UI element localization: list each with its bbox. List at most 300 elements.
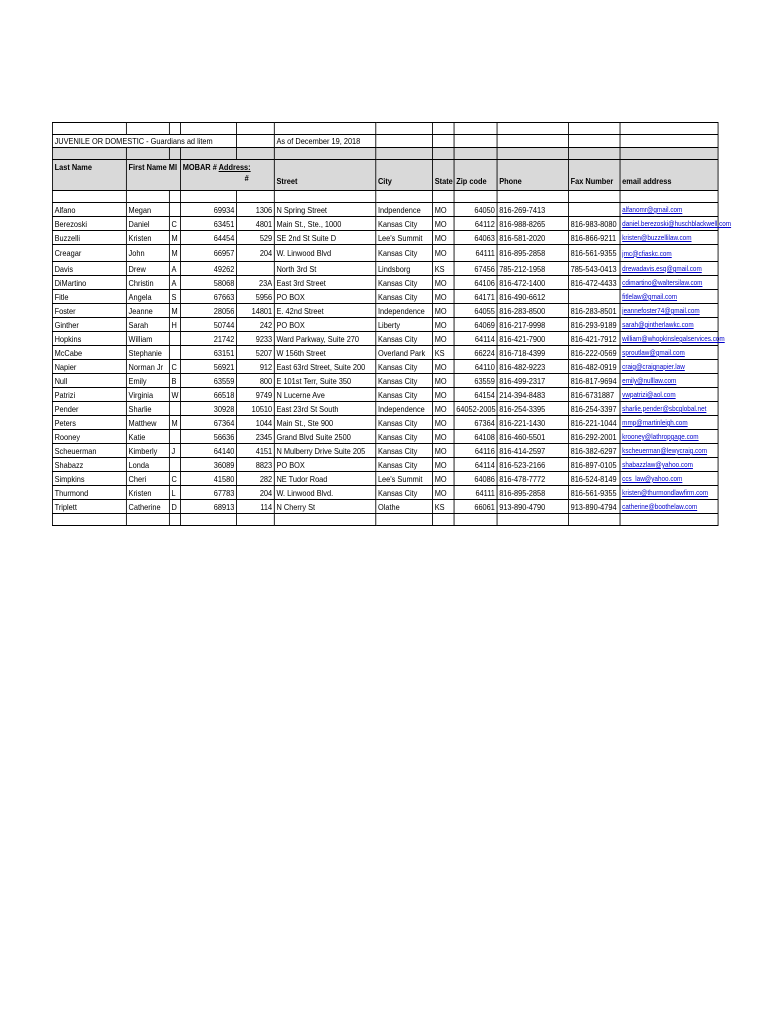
cell-fax: 816-382-6297 xyxy=(568,444,620,458)
cell-street-number: 800 xyxy=(236,374,274,388)
cell-email xyxy=(620,262,718,276)
cell-street-number: 204 xyxy=(236,486,274,500)
cell-email xyxy=(620,402,718,416)
cell-city: Kansas City xyxy=(376,444,433,458)
cell-zip: 64114 xyxy=(454,458,497,472)
cell-street: East 3rd Street xyxy=(274,276,375,290)
table-row xyxy=(52,304,718,318)
email-link[interactable]: sharlie.pender@sbcglobal.net xyxy=(622,404,707,413)
cell-mi: J xyxy=(169,444,180,458)
cell-last-name: Creagar xyxy=(52,245,126,262)
cell-street-number: 204 xyxy=(236,245,274,262)
cell-city: Kansas City xyxy=(376,430,433,444)
cell-mobar: 63559 xyxy=(181,374,237,388)
cell-fax: 816-524-8149 xyxy=(568,472,620,486)
cell-fax: 816-6731887 xyxy=(568,388,620,402)
cell-street: East 63rd Street, Suite 200 xyxy=(274,360,375,374)
email-link[interactable]: kscheuerman@lewycraig.com xyxy=(622,446,708,455)
cell-zip: 64063 xyxy=(454,231,497,245)
cell-street-number xyxy=(236,262,274,276)
cell-mobar: 67364 xyxy=(181,416,237,430)
cell-phone: 816-988-8265 xyxy=(497,217,568,231)
cell-street: W. Linwood Blvd. xyxy=(274,486,375,500)
cell-mi: A xyxy=(169,262,180,276)
col-header-phone: Phone xyxy=(497,160,568,191)
cell-mi xyxy=(169,402,180,416)
cell-fax: 816-292-2001 xyxy=(568,430,620,444)
cell-last-name: Thurmond xyxy=(52,486,126,500)
cell-last-name: Ginther xyxy=(52,318,126,332)
cell-mi: M xyxy=(169,416,180,430)
cell-fax xyxy=(568,290,620,304)
cell-zip: 64050 xyxy=(454,203,497,217)
cell-street: East 23rd St South xyxy=(274,402,375,416)
cell-email xyxy=(620,388,718,402)
cell-mi: B xyxy=(169,374,180,388)
cell-mi: M xyxy=(169,231,180,245)
cell-zip: 64114 xyxy=(454,332,497,346)
cell-first-name: Angela xyxy=(126,290,169,304)
cell-first-name: Kristen xyxy=(126,486,169,500)
cell-first-name: Drew xyxy=(126,262,169,276)
email-link[interactable]: kristen@buzzellilaw.com xyxy=(622,233,692,242)
cell-last-name: Buzzelli xyxy=(52,231,126,245)
cell-first-name: Matthew xyxy=(126,416,169,430)
cell-state: MO xyxy=(433,374,455,388)
col-header-city: City xyxy=(376,160,433,191)
cell-mi: C xyxy=(169,360,180,374)
cell-zip: 64055 xyxy=(454,304,497,318)
cell-street-number: 9749 xyxy=(236,388,274,402)
cell-mobar: 56921 xyxy=(181,360,237,374)
table-row xyxy=(52,500,718,514)
cell-fax: 816-421-7912 xyxy=(568,332,620,346)
cell-email xyxy=(620,360,718,374)
blank-row xyxy=(52,148,718,160)
cell-mi: C xyxy=(169,472,180,486)
cell-zip: 63559 xyxy=(454,374,497,388)
cell-city: Indpendence xyxy=(376,203,433,217)
cell-phone: 816-482-9223 xyxy=(497,360,568,374)
cell-street-number: 1306 xyxy=(236,203,274,217)
table-row xyxy=(52,217,718,231)
cell-state: KS xyxy=(433,500,455,514)
cell-mi: H xyxy=(169,318,180,332)
cell-last-name: DiMartino xyxy=(52,276,126,290)
cell-city: Independence xyxy=(376,402,433,416)
table-row xyxy=(52,245,718,262)
cell-city: Kansas City xyxy=(376,486,433,500)
email-link[interactable]: drewadavis.esq@gmail.com xyxy=(622,264,702,273)
cell-street-number: 529 xyxy=(236,231,274,245)
table-row xyxy=(52,360,718,374)
email-link[interactable]: william@whopkinslegalservices.com xyxy=(622,334,725,343)
cell-mi xyxy=(169,458,180,472)
cell-state: MO xyxy=(433,388,455,402)
cell-mobar: 50744 xyxy=(181,318,237,332)
cell-state: KS xyxy=(433,262,455,276)
cell-street-number: 114 xyxy=(236,500,274,514)
cell-city: Kansas City xyxy=(376,458,433,472)
cell-mi: S xyxy=(169,290,180,304)
cell-phone: 913-890-4790 xyxy=(497,500,568,514)
email-link[interactable]: kristen@thurmondlawfirm.com xyxy=(622,488,709,497)
cell-last-name: Simpkins xyxy=(52,472,126,486)
cell-email xyxy=(620,374,718,388)
cell-city: Lee's Summit xyxy=(376,231,433,245)
cell-street: SE 2nd St Suite D xyxy=(274,231,375,245)
email-link[interactable]: catherine@boothelaw.com xyxy=(622,502,698,511)
email-link[interactable]: daniel.berezoski@huschblackwell.com xyxy=(622,219,732,228)
table-row xyxy=(52,486,718,500)
cell-mobar: 67663 xyxy=(181,290,237,304)
cell-mi xyxy=(169,430,180,444)
cell-first-name: Katie xyxy=(126,430,169,444)
cell-city: Kansas City xyxy=(376,245,433,262)
guardians-table xyxy=(52,122,732,526)
blank-row xyxy=(52,191,718,203)
cell-street-number: 242 xyxy=(236,318,274,332)
cell-email xyxy=(620,346,718,360)
cell-fax: 816-221-1044 xyxy=(568,416,620,430)
cell-fax: 816-293-9189 xyxy=(568,318,620,332)
email-link[interactable]: mmp@martinleigh.com xyxy=(622,418,688,427)
table-row xyxy=(52,388,718,402)
cell-state: MO xyxy=(433,231,455,245)
cell-city: Olathe xyxy=(376,500,433,514)
col-header-zip: Zip code xyxy=(454,160,497,191)
cell-street: E 101st Terr, Suite 350 xyxy=(274,374,375,388)
cell-state: MO xyxy=(433,203,455,217)
email-link[interactable]: jmc@cfiaskc.com xyxy=(622,248,672,258)
cell-phone: 816-499-2317 xyxy=(497,374,568,388)
cell-fax: 913-890-4794 xyxy=(568,500,620,514)
table-row xyxy=(52,416,718,430)
cell-city: Lindsborg xyxy=(376,262,433,276)
cell-fax: 816-817-9694 xyxy=(568,374,620,388)
cell-mi xyxy=(169,346,180,360)
cell-zip: 64069 xyxy=(454,318,497,332)
cell-email xyxy=(620,332,725,346)
cell-fax: 785-543-0413 xyxy=(568,262,620,276)
cell-phone: 816-269-7413 xyxy=(497,203,568,217)
cell-first-name: Kristen xyxy=(126,231,169,245)
cell-fax: 816-472-4433 xyxy=(568,276,620,290)
cell-mobar: 64454 xyxy=(181,231,237,245)
cell-phone: 816-217-9998 xyxy=(497,318,568,332)
cell-state: MO xyxy=(433,430,455,444)
cell-street-number: 23A xyxy=(236,276,274,290)
cell-mobar: 67783 xyxy=(181,486,237,500)
cell-email xyxy=(620,486,718,500)
email-link[interactable]: alfanomr@gmail.com xyxy=(622,205,683,214)
cell-email xyxy=(620,245,718,262)
cell-mobar: 49262 xyxy=(181,262,237,276)
cell-last-name: Scheuerman xyxy=(52,444,126,458)
cell-zip: 64171 xyxy=(454,290,497,304)
col-header-first-name: First Name xyxy=(128,162,167,172)
cell-mobar: 28056 xyxy=(181,304,237,318)
cell-city: Kansas City xyxy=(376,290,433,304)
cell-state: MO xyxy=(433,458,455,472)
cell-first-name: Londa xyxy=(126,458,169,472)
cell-fax: 816-254-3397 xyxy=(568,402,620,416)
cell-mobar: 36089 xyxy=(181,458,237,472)
cell-email xyxy=(620,290,718,304)
cell-mi xyxy=(169,332,180,346)
table-row xyxy=(52,276,718,290)
cell-street-number: 9233 xyxy=(236,332,274,346)
col-header-mobar xyxy=(181,160,275,191)
cell-state: MO xyxy=(433,444,455,458)
cell-last-name: Pender xyxy=(52,402,126,416)
cell-street: NE Tudor Road xyxy=(274,472,375,486)
cell-city: Kansas City xyxy=(376,276,433,290)
cell-phone: 816-895-2858 xyxy=(497,245,568,262)
cell-fax: 816-283-8501 xyxy=(568,304,620,318)
cell-email xyxy=(620,430,718,444)
cell-city: Overland Park xyxy=(376,346,433,360)
caption-row xyxy=(52,135,718,148)
cell-first-name: Christin xyxy=(126,276,169,290)
cell-zip: 64111 xyxy=(454,486,497,500)
cell-street: N Lucerne Ave xyxy=(274,388,375,402)
cell-street-number: 4801 xyxy=(236,217,274,231)
cell-phone: 816-414-2597 xyxy=(497,444,568,458)
cell-zip: 64112 xyxy=(454,217,497,231)
cell-mi: D xyxy=(169,500,180,514)
cell-fax: 816-561-9355 xyxy=(568,486,620,500)
cell-fax: 816-866-9211 xyxy=(568,231,620,245)
cell-zip: 66061 xyxy=(454,500,497,514)
cell-street: N Cherry St xyxy=(274,500,375,514)
table-row xyxy=(52,444,718,458)
cell-phone: 816-472-1400 xyxy=(497,276,568,290)
cell-state: MO xyxy=(433,276,455,290)
cell-mi: M xyxy=(169,304,180,318)
cell-mobar: 56636 xyxy=(181,430,237,444)
cell-last-name: Fitle xyxy=(52,290,126,304)
table-row xyxy=(52,203,718,217)
cell-last-name: Berezoski xyxy=(52,217,126,231)
email-link[interactable]: vwpatrizi@aol.com xyxy=(622,390,676,399)
cell-last-name: Foster xyxy=(52,304,126,318)
cell-email xyxy=(620,500,718,514)
cell-first-name: Sharlie xyxy=(126,402,169,416)
spreadsheet xyxy=(52,122,732,526)
cell-last-name: McCabe xyxy=(52,346,126,360)
cell-email xyxy=(620,217,732,231)
cell-street: Main St., Ste 900 xyxy=(274,416,375,430)
cell-zip: 67364 xyxy=(454,416,497,430)
cell-state: MO xyxy=(433,318,455,332)
email-link[interactable]: craig@craignapier.law xyxy=(622,362,685,371)
cell-street-number: 2345 xyxy=(236,430,274,444)
cell-mobar: 66957 xyxy=(181,245,237,262)
table-row xyxy=(52,402,718,416)
cell-phone: 816-490-6612 xyxy=(497,290,568,304)
email-link[interactable]: shabazzlaw@yahoo.com xyxy=(622,460,693,469)
cell-street-number: 912 xyxy=(236,360,274,374)
cell-phone: 785-212-1958 xyxy=(497,262,568,276)
cell-city: Kansas City xyxy=(376,217,433,231)
cell-first-name: Daniel xyxy=(126,217,169,231)
cell-state: MO xyxy=(433,360,455,374)
cell-fax: 816-897-0105 xyxy=(568,458,620,472)
cell-zip: 64116 xyxy=(454,444,497,458)
cell-last-name: Peters xyxy=(52,416,126,430)
cell-zip: 66224 xyxy=(454,346,497,360)
cell-fax: 816-482-0919 xyxy=(568,360,620,374)
col-header-first-name-mi xyxy=(126,160,180,191)
cell-email xyxy=(620,458,718,472)
cell-zip: 64108 xyxy=(454,430,497,444)
blank-row xyxy=(52,514,718,526)
cell-first-name: William xyxy=(126,332,169,346)
blank-row xyxy=(52,123,718,135)
cell-phone: 816-283-8500 xyxy=(497,304,568,318)
cell-street-number: 4151 xyxy=(236,444,274,458)
cell-phone: 816-221-1430 xyxy=(497,416,568,430)
col-header-address: Address: xyxy=(218,162,251,172)
email-link[interactable]: sarah@gintherlawkc.com xyxy=(622,320,694,329)
cell-first-name: Jeanne xyxy=(126,304,169,318)
cell-phone: 214-394-8483 xyxy=(497,388,568,402)
cell-email xyxy=(620,276,718,290)
cell-last-name: Shabazz xyxy=(52,458,126,472)
cell-state: MO xyxy=(433,332,455,346)
col-header-fax: Fax Number xyxy=(568,160,620,191)
col-header-last-name: Last Name xyxy=(52,160,126,191)
cell-city: Lee's Summit xyxy=(376,472,433,486)
cell-state: MO xyxy=(433,304,455,318)
col-header-number: # xyxy=(244,173,249,183)
cell-last-name: Hopkins xyxy=(52,332,126,346)
cell-email xyxy=(620,416,718,430)
cell-mobar: 69934 xyxy=(181,203,237,217)
cell-state: MO xyxy=(433,290,455,304)
cell-first-name: Megan xyxy=(126,203,169,217)
col-header-state: State xyxy=(433,160,455,191)
cell-first-name: John xyxy=(126,245,169,262)
cell-zip: 64106 xyxy=(454,276,497,290)
cell-mobar: 64140 xyxy=(181,444,237,458)
cell-email xyxy=(620,203,718,217)
cell-first-name: Norman Jr xyxy=(126,360,169,374)
cell-last-name: Rooney xyxy=(52,430,126,444)
header-row xyxy=(52,160,718,191)
table-row xyxy=(52,472,718,486)
cell-city: Independence xyxy=(376,304,433,318)
table-row xyxy=(52,346,718,360)
cell-last-name: Patrizi xyxy=(52,388,126,402)
as-of-date: As of December 19, 2018 xyxy=(274,135,375,148)
cell-street-number: 5956 xyxy=(236,290,274,304)
cell-phone: 816-478-7772 xyxy=(497,472,568,486)
col-header-mi: MI xyxy=(168,162,178,172)
cell-mobar: 41580 xyxy=(181,472,237,486)
email-link[interactable]: krooney@lathropgage.com xyxy=(622,432,699,441)
email-link[interactable]: sproutlaw@gmail.com xyxy=(622,348,685,357)
cell-first-name: Stephanie xyxy=(126,346,169,360)
cell-zip: 67456 xyxy=(454,262,497,276)
cell-city: Liberty xyxy=(376,318,433,332)
cell-first-name: Virginia xyxy=(126,388,169,402)
col-header-email: email address xyxy=(620,160,718,191)
cell-mi: M xyxy=(169,245,180,262)
cell-state: MO xyxy=(433,472,455,486)
cell-street: N Mulberry Drive Suite 205 xyxy=(274,444,375,458)
cell-state: MO xyxy=(433,217,455,231)
cell-phone: 816-718-4399 xyxy=(497,346,568,360)
cell-mi: L xyxy=(169,486,180,500)
cell-zip: 64154 xyxy=(454,388,497,402)
cell-mi: A xyxy=(169,276,180,290)
cell-city: Kansas City xyxy=(376,332,433,346)
cell-phone: 816-254-3395 xyxy=(497,402,568,416)
col-header-street: Street xyxy=(274,160,375,191)
table-row xyxy=(52,458,718,472)
cell-fax xyxy=(568,203,620,217)
cell-state: MO xyxy=(433,245,455,262)
cell-state: MO xyxy=(433,486,455,500)
cell-phone: 816-421-7900 xyxy=(497,332,568,346)
cell-fax: 816-983-8080 xyxy=(568,217,620,231)
cell-street: Grand Blvd Suite 2500 xyxy=(274,430,375,444)
cell-phone: 816-581-2020 xyxy=(497,231,568,245)
cell-mobar: 58068 xyxy=(181,276,237,290)
cell-street-number: 5207 xyxy=(236,346,274,360)
table-row xyxy=(52,332,718,346)
cell-email xyxy=(620,444,718,458)
cell-street: PO BOX xyxy=(274,458,375,472)
cell-city: Kansas City xyxy=(376,416,433,430)
cell-street-number: 8823 xyxy=(236,458,274,472)
cell-mobar: 66518 xyxy=(181,388,237,402)
cell-city: Kansas City xyxy=(376,374,433,388)
cell-last-name: Napier xyxy=(52,360,126,374)
email-link[interactable]: fitlelaw@gmail.com xyxy=(622,292,678,301)
table-row xyxy=(52,231,718,245)
cell-street: Main St., Ste., 1000 xyxy=(274,217,375,231)
cell-street: N Spring Street xyxy=(274,203,375,217)
cell-state: KS xyxy=(433,346,455,360)
cell-zip: 64052-2005 xyxy=(454,402,497,416)
cell-phone: 816-895-2858 xyxy=(497,486,568,500)
cell-street-number: 14801 xyxy=(236,304,274,318)
cell-last-name: Alfano xyxy=(52,203,126,217)
cell-city: Kansas City xyxy=(376,360,433,374)
cell-state: MO xyxy=(433,416,455,430)
cell-street-number: 282 xyxy=(236,472,274,486)
email-link[interactable]: ccs_law@yahoo.com xyxy=(622,474,683,483)
cell-email xyxy=(620,304,718,318)
table-row xyxy=(52,262,718,276)
cell-first-name: Catherine xyxy=(126,500,169,514)
email-link[interactable]: jeannefoster74@gmail.com xyxy=(622,306,700,315)
cell-street: PO BOX xyxy=(274,290,375,304)
table-row xyxy=(52,430,718,444)
cell-first-name: Cheri xyxy=(126,472,169,486)
table-caption: JUVENILE OR DOMESTIC - Guardians ad litem xyxy=(52,135,236,148)
cell-street: E. 42nd Street xyxy=(274,304,375,318)
cell-first-name: Sarah xyxy=(126,318,169,332)
cell-street: PO BOX xyxy=(274,318,375,332)
email-link[interactable]: cdimartino@waltersilaw.com xyxy=(622,278,703,287)
cell-first-name: Kimberly xyxy=(126,444,169,458)
cell-mobar: 30928 xyxy=(181,402,237,416)
email-link[interactable]: emily@nulllaw.com xyxy=(622,376,677,385)
